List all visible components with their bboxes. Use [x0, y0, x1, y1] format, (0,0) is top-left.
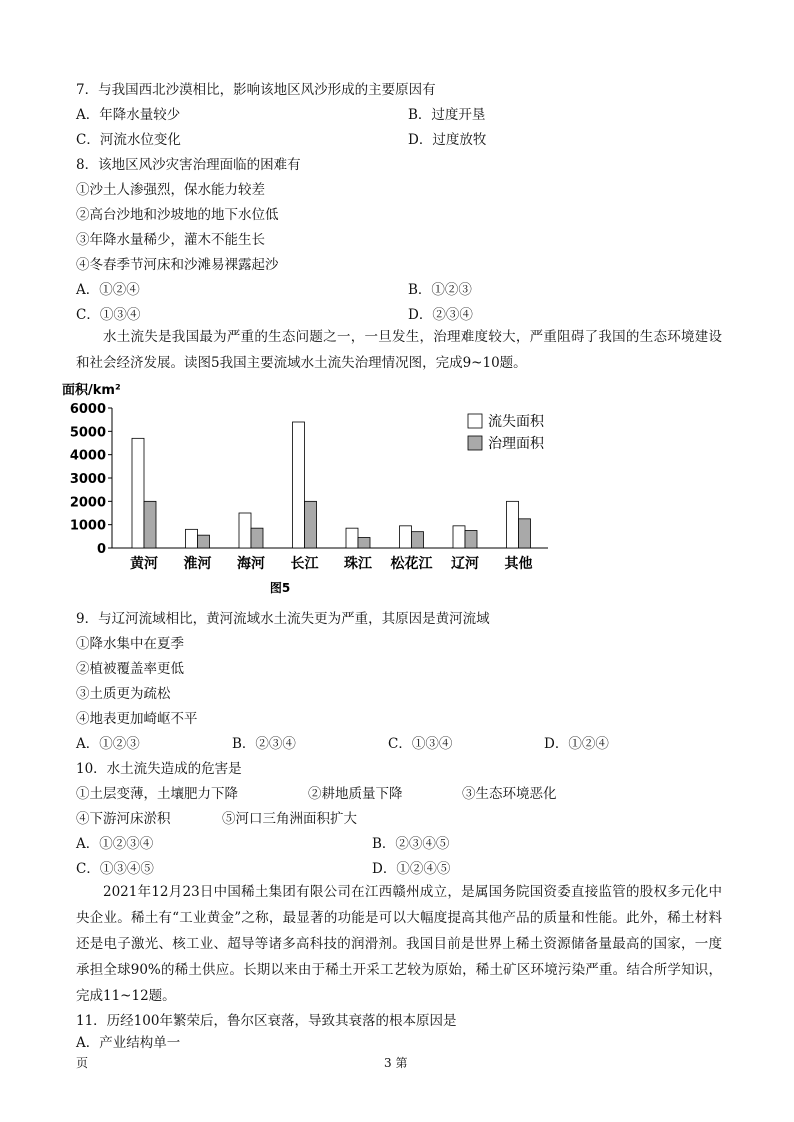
x-tick-label: 海河	[237, 556, 265, 572]
chart-caption: 图5	[269, 581, 291, 595]
q7-option-d: D．过度放牧	[408, 132, 487, 148]
legend-label: 治理面积	[488, 436, 544, 452]
x-tick-label: 淮河	[183, 556, 212, 572]
q9-statement-4: ④地表更加崎岖不平	[76, 711, 198, 727]
intro-9-10: 水土流失是我国最为严重的生态问题之一，一旦发生，治理难度较大，严重阻碍了我国的生态环境建设和社会经济发展。读图5我国主要流域水土流失治理情况图，完成9~10题。	[76, 329, 722, 371]
q9-statement-2: ②植被覆盖率更低	[76, 661, 184, 677]
intro-11-12: 2021年12月23日中国稀土集团有限公司在江西赣州成立，是属国务院国资委直接监管的股权多元化中央企业。稀土有“工业黄金”之称，最显著的功能是可以大幅度提高其他产品的质量和性能。此外，稀土材料还是电子激光、核工业、超导等诸多高科技的润滑剂。我国目前是世界上稀土资源储备量最高的国家，一度承担全球90%的稀土供应。长期以来由于稀土开采工艺较为原始，稀土矿区环境污染严重。结合所学知识，完成11~12题。	[76, 884, 722, 1004]
legend-swatch	[468, 414, 482, 428]
q10-statement-2: ②耕地质量下降	[308, 786, 403, 802]
bar-treated	[358, 538, 370, 549]
y-tick-label: 5000	[69, 425, 106, 441]
bar-treated	[465, 531, 477, 549]
y-tick-label: 1000	[69, 518, 106, 534]
bar-loss	[132, 438, 144, 548]
q7-option-c: C．河流水位变化	[76, 132, 181, 148]
legend-swatch	[468, 436, 482, 450]
q10-option-d: D．①②④⑤	[372, 861, 451, 877]
q11-stem: 11．历经100年繁荣后，鲁尔区衰落，导致其衰落的根本原因是	[76, 1013, 457, 1029]
x-tick-label: 珠江	[344, 556, 372, 572]
q10-option-a: A．①②③④	[76, 836, 154, 852]
q8-option-a: A．①②④	[76, 282, 140, 298]
x-tick-label: 长江	[290, 556, 319, 572]
q9-statement-3: ③土质更为疏松	[76, 686, 171, 702]
bar-loss	[453, 526, 465, 548]
q8-statement-1: ①沙土人渗强烈，保水能力较差	[76, 182, 265, 198]
page-number: 3 第	[384, 1056, 408, 1070]
bar-chart	[60, 378, 560, 610]
q10-option-c: C．①③④⑤	[76, 861, 154, 877]
q8-option-b: B．①②③	[408, 282, 472, 298]
q7-option-a: A．年降水量较少	[76, 107, 181, 123]
x-tick-label: 松花江	[390, 556, 433, 572]
x-tick-label: 辽河	[451, 556, 479, 572]
bar-treated	[198, 535, 210, 548]
y-tick-label: 6000	[69, 402, 106, 417]
q7-option-b: B．过度开垦	[408, 107, 486, 123]
q7-stem: 7．与我国西北沙漠相比，影响该地区风沙形成的主要原因有	[76, 82, 436, 98]
q10-statement-3: ③生态环境恶化	[462, 786, 557, 802]
q9-option-b: B．②③④	[232, 736, 296, 752]
footer-left: 页	[76, 1056, 89, 1070]
q9-stem: 9．与辽河流域相比，黄河流域水土流失更为严重，其原因是黄河流域	[76, 611, 490, 627]
q8-statement-2: ②高台沙地和沙坡地的地下水位低	[76, 207, 279, 223]
bar-loss	[507, 501, 519, 548]
q8-statement-3: ③年降水量稀少，灌木不能生长	[76, 232, 265, 248]
bar-loss	[293, 422, 305, 548]
q8-stem: 8．该地区风沙灾害治理面临的困难有	[76, 157, 301, 173]
bar-loss	[400, 526, 412, 548]
q9-option-d: D．①②④	[544, 736, 609, 752]
y-tick-label: 4000	[69, 448, 106, 464]
bar-loss	[186, 529, 198, 548]
bar-treated	[251, 528, 263, 548]
y-tick-label: 0	[96, 542, 106, 557]
bar-treated	[412, 532, 424, 548]
bar-treated	[519, 519, 531, 548]
y-axis-label: 面积/km²	[62, 383, 121, 398]
q10-statement-4: ④下游河床淤积	[76, 811, 171, 827]
x-tick-label: 其他	[504, 556, 533, 572]
q11-option-a: A．产业结构单一	[76, 1035, 181, 1051]
q8-option-d: D．②③④	[408, 307, 473, 323]
bar-treated	[144, 501, 156, 548]
bar-loss	[239, 513, 251, 548]
q10-statement-1: ①土层变薄，土壤肥力下降	[76, 786, 238, 802]
bar-treated	[305, 501, 317, 548]
q8-option-c: C．①③④	[76, 307, 141, 323]
q10-stem: 10．水土流失造成的危害是	[76, 761, 242, 777]
bar-loss	[346, 528, 358, 548]
y-tick-label: 3000	[69, 472, 106, 487]
q8-statement-4: ④冬春季节河床和沙滩易裸露起沙	[76, 257, 279, 273]
y-tick-label: 2000	[69, 495, 106, 511]
q10-option-b: B．②③④⑤	[372, 836, 450, 852]
q10-statement-5: ⑤河口三角洲面积扩大	[222, 811, 357, 827]
q9-option-c: C．①③④	[388, 736, 453, 752]
legend-label: 流失面积	[488, 414, 544, 430]
x-tick-label: 黄河	[130, 556, 158, 572]
q9-statement-1: ①降水集中在夏季	[76, 636, 184, 652]
q9-option-a: A．①②③	[76, 736, 140, 752]
